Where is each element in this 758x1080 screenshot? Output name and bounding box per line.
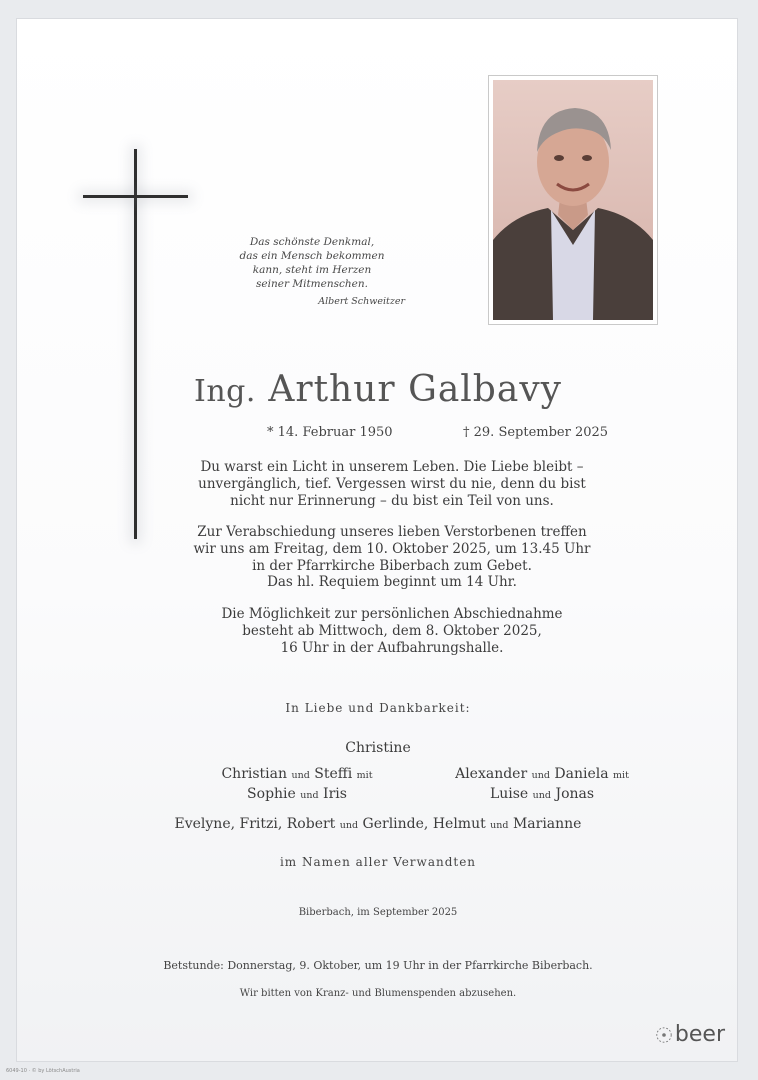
obituary-sheet <box>16 18 738 1062</box>
connector: mit <box>613 770 629 781</box>
text-line: Das hl. Requiem beginnt um 14 Uhr. <box>267 574 517 591</box>
brand-logo <box>655 1022 725 1047</box>
text-line: Zur Verabschiedung unseres lieben Verstorbenen treffen <box>197 524 587 540</box>
farewell-paragraph <box>157 524 627 591</box>
print-reference: 6049-10 · © by LötschAustria <box>6 1068 80 1074</box>
viewing-paragraph <box>157 606 627 656</box>
mourner-name: Iris <box>323 786 347 802</box>
mourner-name: Sophie <box>247 786 296 802</box>
prayer-hour: Betstunde: Donnerstag, 9. Oktober, um 19 Uhr in der Pfarrkirche Biberbach. <box>163 959 593 972</box>
connector: und <box>490 820 509 831</box>
connector: und <box>291 770 310 781</box>
quote-line: das ein Mensch bekommen <box>239 250 385 262</box>
mourners-heading: In Liebe und Dankbarkeit: <box>285 701 471 715</box>
brand-name: beer <box>674 1022 725 1047</box>
quote-author: Albert Schweitzer <box>318 296 405 307</box>
mourner-name: Marianne <box>512 816 582 832</box>
place-date: Biberbach, im September 2025 <box>298 907 458 918</box>
text-line: unvergänglich, tief. Vergessen wirst du nie, denn du bist <box>198 475 586 492</box>
death-date: † 29. September 2025 <box>463 425 609 440</box>
deceased-full-name: Arthur Galbavy <box>268 369 562 410</box>
mourner-name: Christian <box>221 766 288 782</box>
connector: und <box>339 820 359 831</box>
connector: und <box>531 770 550 781</box>
connector: und <box>532 790 551 801</box>
deceased-name <box>17 369 739 410</box>
mourner-name: Jonas <box>555 786 595 802</box>
text-line: in der Pfarrkirche Biberbach zum Gebet. <box>252 557 532 574</box>
mourner-name: Gerlinde, Helmut <box>362 816 486 832</box>
tribute-paragraph <box>157 459 627 509</box>
mourner-row <box>17 815 739 835</box>
mourner-name: Evelyne, Fritzi, Robert <box>174 816 336 832</box>
mourner-name: Luise <box>489 786 529 802</box>
mourner-group-left <box>207 765 387 805</box>
mourner-christine: Christine <box>345 740 411 756</box>
text-line: nicht nur Erinnerung – du bist ein Teil von uns. <box>230 492 554 509</box>
mourner-name: Daniela <box>554 766 609 782</box>
birth-date: * 14. Februar 1950 <box>267 425 393 440</box>
text-line: Du warst ein Licht in unserem Leben. Die Liebe bleibt – <box>200 459 584 475</box>
text-line: besteht ab Mittwoch, dem 8. Oktober 2025, <box>242 622 542 639</box>
portrait-photo <box>493 80 653 320</box>
deceased-title: Ing. <box>194 374 256 409</box>
connector: und <box>300 790 319 801</box>
mourner-group-right <box>437 765 647 805</box>
quote-block <box>217 235 407 309</box>
text-line: Die Möglichkeit zur persönlichen Abschiednahme <box>221 606 563 622</box>
flower-request: Wir bitten von Kranz- und Blumenspenden abzusehen. <box>239 988 517 999</box>
connector: mit <box>356 770 373 781</box>
all-relatives-line: im Namen aller Verwandten <box>279 855 477 869</box>
quote-line: Das schönste Denkmal, <box>249 236 375 248</box>
quote-line: kann, steht im Herzen <box>252 264 372 276</box>
dandelion-icon <box>655 1026 673 1044</box>
portrait-frame <box>488 75 658 325</box>
mourner-name: Alexander <box>455 766 528 782</box>
text-line: wir uns am Freitag, dem 10. Oktober 2025, um 13.45 Uhr <box>193 540 591 557</box>
mourner-name: Steffi <box>314 766 353 782</box>
quote-line: seiner Mitmenschen. <box>256 278 368 290</box>
text-line: 16 Uhr in der Aufbahrungshalle. <box>280 639 504 656</box>
